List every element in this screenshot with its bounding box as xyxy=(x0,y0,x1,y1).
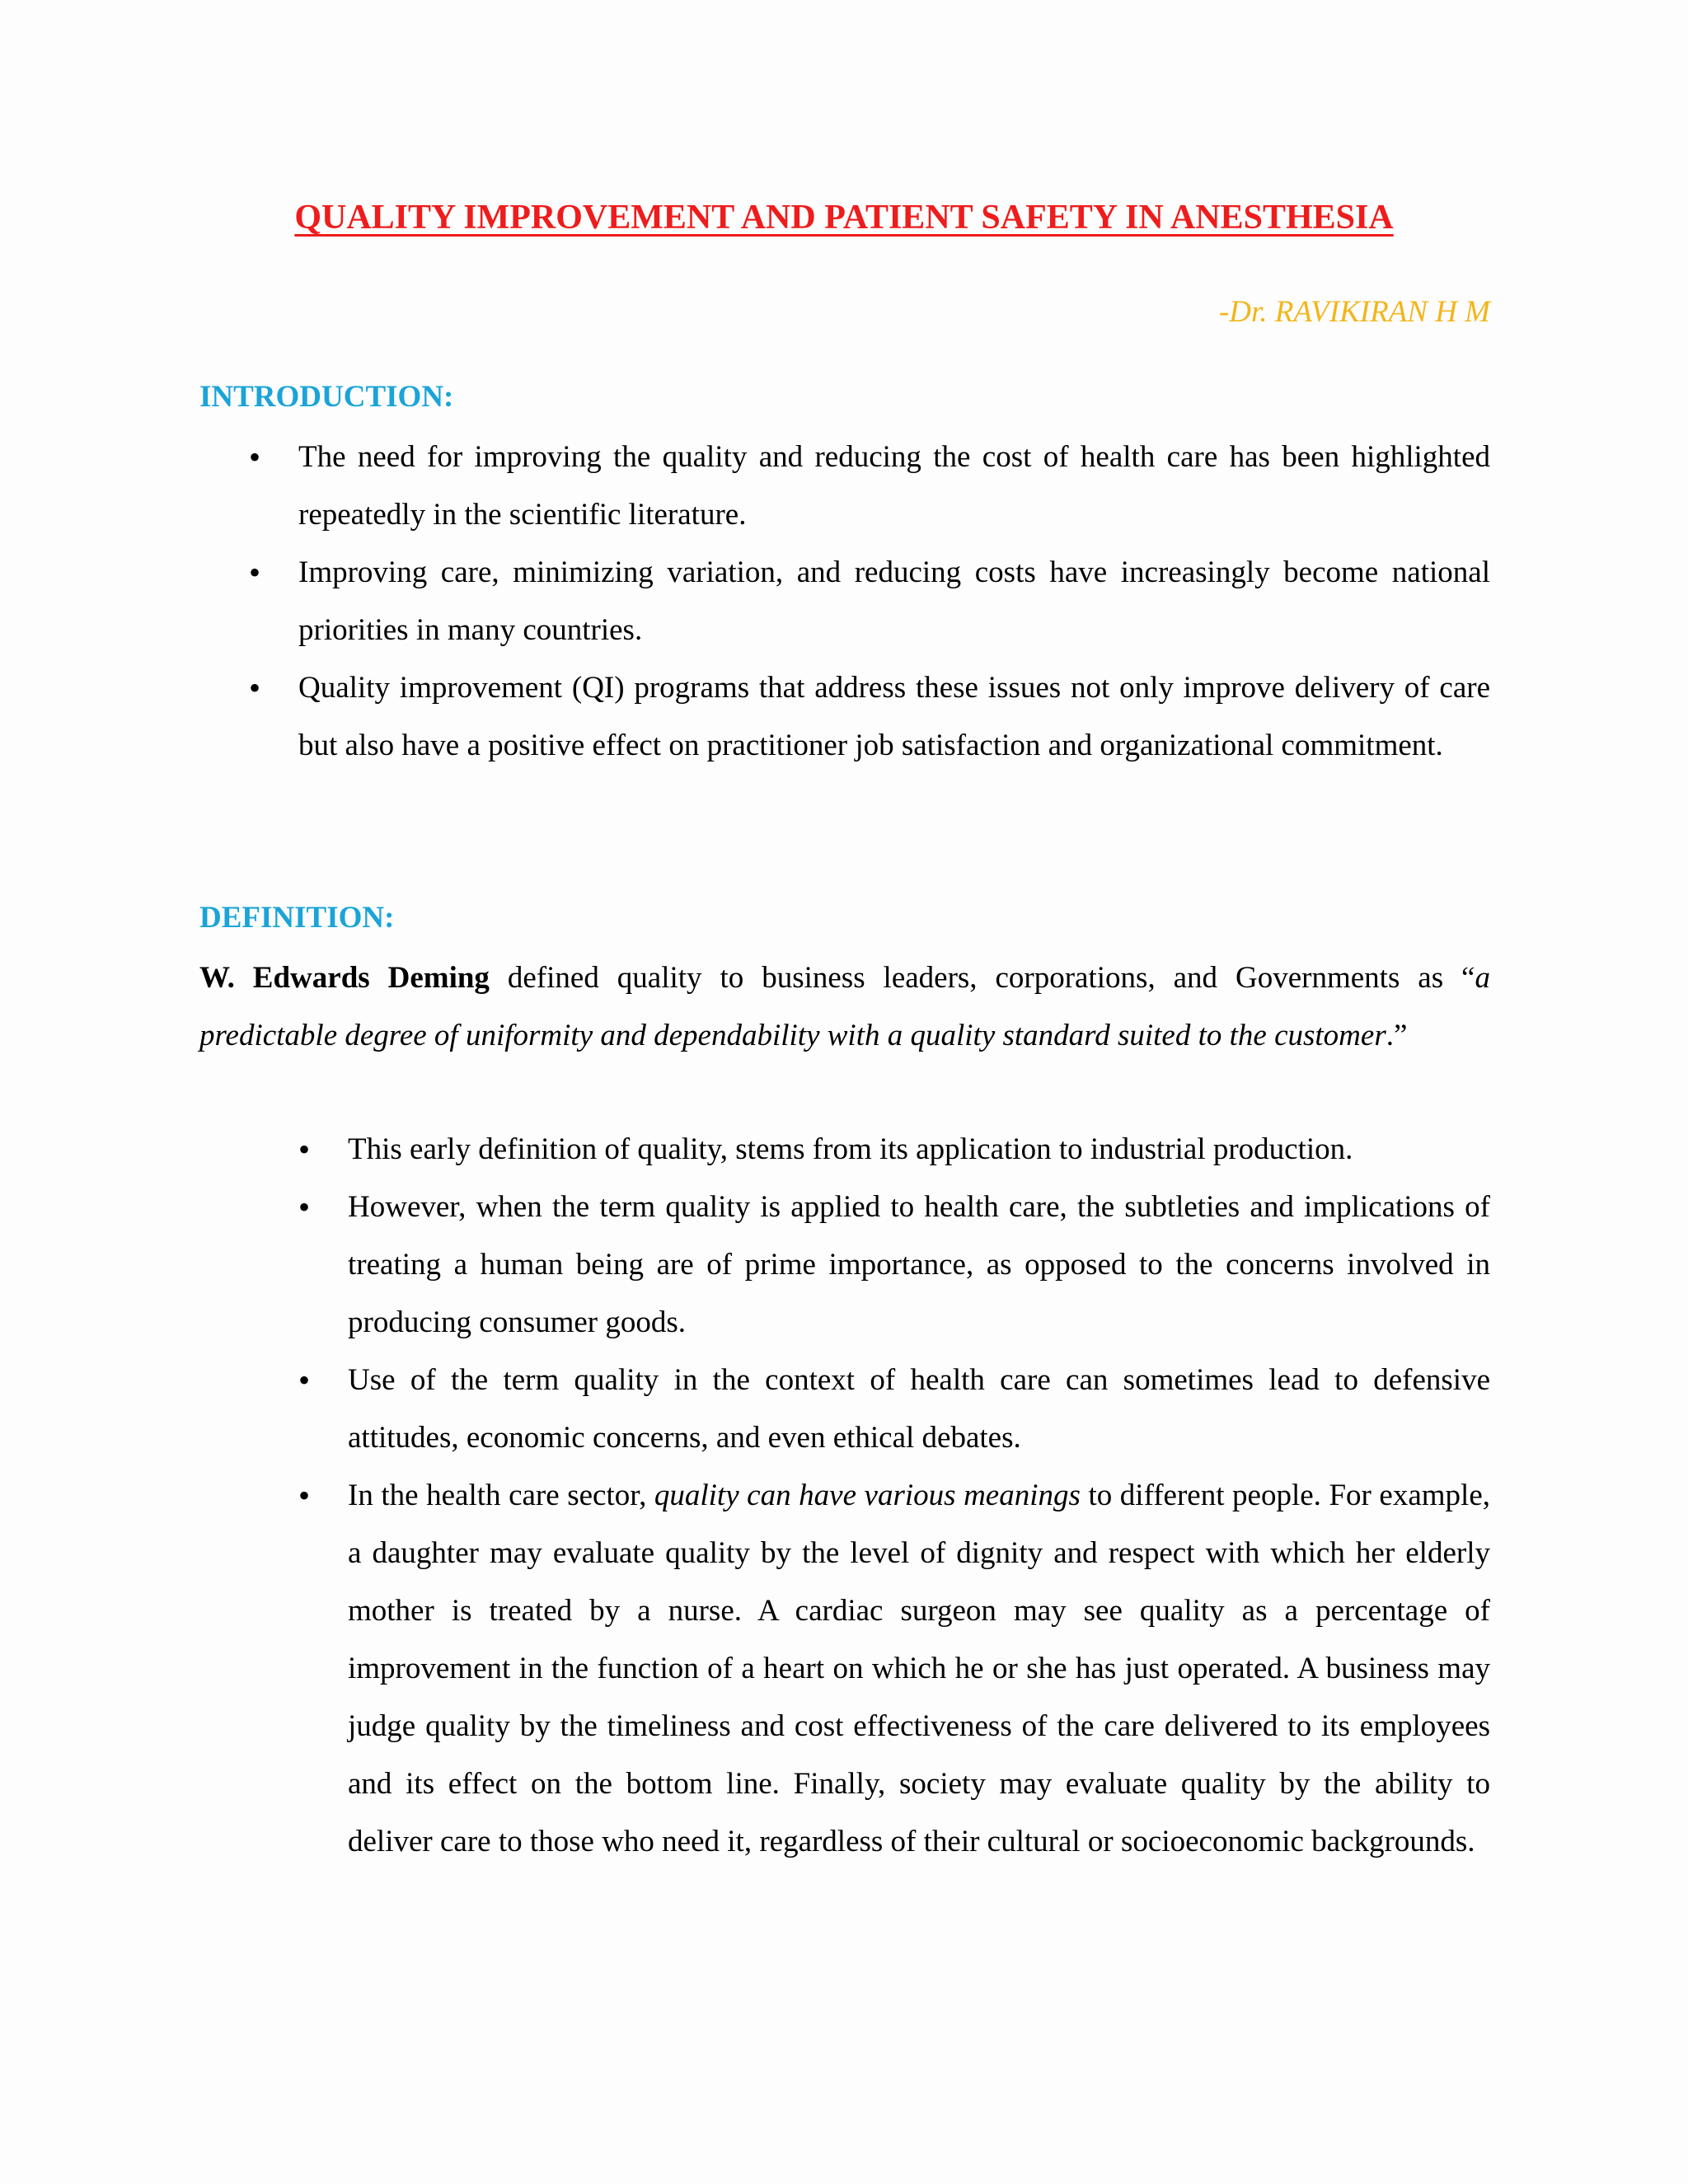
meanings-emphasis: quality can have various meanings xyxy=(654,1479,1081,1512)
meanings-text-after: to different people. For example, a daughter may evaluate quality by the level of dignity and respect with which her elderly mother is treated by a nurse. A cardiac surgeon may see quality as a percentage of improvement in the function of a heart on which he or she has just operated. A business may judge quality by the timeliness and cost effectiveness of the care delivered to its employees and its effect on the bottom line. Finally, society may evaluate quality by the ability to deliver care to those who need it, regardless of their cultural or socioeconomic backgrounds. xyxy=(348,1479,1490,1858)
definition-lead-text: defined quality to business leaders, corporations, and Governments as “ xyxy=(489,961,1475,995)
definition-bullet: • This early definition of quality, stems from its application to industrial production. xyxy=(348,1121,1490,1179)
definition-bullet: • Use of the term quality in the context of health care can sometimes lead to defensive attitudes, economic concerns, and even ethical debates. xyxy=(348,1352,1490,1467)
definition-bullet-meanings xyxy=(348,1467,1490,1871)
definition-bullet-list xyxy=(348,1121,1490,1871)
definition-bullet: • However, when the term quality is applied to health care, the subtleties and implications of treating a human being are of prime importance, as opposed to the concerns involved in producing consumer goods. xyxy=(348,1179,1490,1352)
document-title: QUALITY IMPROVEMENT AND PATIENT SAFETY IN ANESTHESIA xyxy=(294,199,1394,237)
meanings-text-before: In the health care sector, xyxy=(348,1479,654,1512)
definition-quote: a predictable degree of uniformity and dependability with a quality standard suited to the customer xyxy=(199,961,1490,1052)
introduction-bullet: • The need for improving the quality and reducing the cost of health care has been highlighted repeatedly in the scientific literature. xyxy=(298,429,1490,544)
introduction-bullet: • Quality improvement (QI) programs that address these issues not only improve delivery of care but also have a positive effect on practitioner job satisfaction and organizational commitment. xyxy=(298,659,1490,775)
author-name: -Dr. RAVIKIRAN H M xyxy=(1218,295,1490,329)
definition-heading: DEFINITION: xyxy=(199,901,395,935)
introduction-heading: INTRODUCTION: xyxy=(199,380,454,414)
introduction-bullet: • Improving care, minimizing variation, and reducing costs have increasingly become national priorities in many countries. xyxy=(298,544,1490,659)
definition-author-name: W. Edwards Deming xyxy=(199,961,490,995)
definition-paragraph xyxy=(199,949,1490,1065)
introduction-bullet-list xyxy=(298,429,1490,775)
definition-quote-end: .” xyxy=(1386,1019,1408,1052)
